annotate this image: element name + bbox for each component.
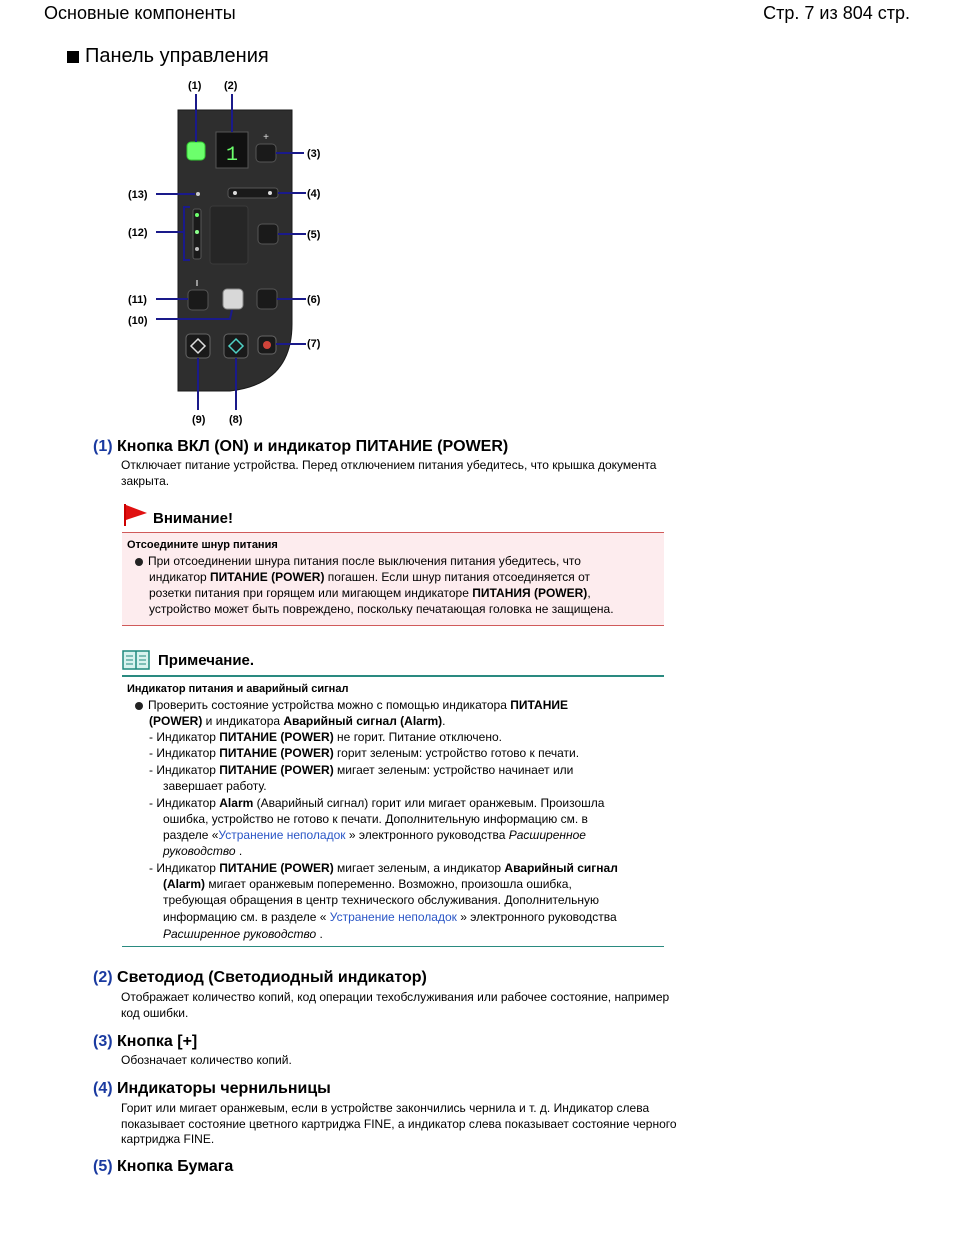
svg-text:‖: ‖ — [195, 279, 199, 288]
caution-l2c: погашен. Если шнур питания отсоединяется от — [324, 570, 590, 584]
note-d5l: . — [316, 927, 323, 941]
note-d5 — [149, 860, 618, 876]
note-d4a: - Индикатор — [149, 796, 220, 810]
item-1-text2: закрыта. — [121, 474, 170, 488]
item-1-title: Кнопка ВКЛ (ON) и индикатор ПИТАНИЕ (POWER) — [117, 438, 509, 455]
caution-l3c: , — [587, 586, 591, 600]
item-4-title: Индикаторы чернильницы — [117, 1080, 331, 1097]
item-4-text: Горит или мигает оранжевым, если в устройстве закончились чернила и т. д. Индикатор слева — [121, 1101, 650, 1115]
callout-7: (7) — [307, 338, 321, 350]
square-bullet-icon — [67, 51, 79, 63]
item-1-heading — [93, 438, 508, 456]
note-d5e: (Alarm) — [163, 877, 206, 891]
note-d5d: Аварийный сигнал — [504, 861, 618, 875]
item-5-title: Кнопка Бумага — [117, 1158, 234, 1175]
item-3-text: Обозначает количество копий. — [121, 1053, 292, 1067]
callout-5: (5) — [307, 229, 321, 241]
note-d3 — [149, 762, 573, 778]
item-4-text2: показывает состояние цветного картриджа FINE, а индикатор слева показывает состояние черного — [121, 1117, 677, 1131]
caution-title: Внимание! — [153, 510, 233, 527]
item-3-heading — [93, 1033, 197, 1051]
note-d4c: (Аварийный сигнал) горит или мигает оранжевым. Произошла — [253, 796, 605, 810]
note-p2d: . — [442, 714, 446, 728]
note-d5b: ПИТАНИЕ (POWER) — [219, 861, 334, 875]
note-d2c: горит зеленым: устройство готово к печати. — [333, 746, 580, 760]
callout-3: (3) — [307, 148, 321, 160]
power-led — [187, 142, 205, 160]
note-d3a: - Индикатор — [149, 763, 220, 777]
callout-10: (10) — [128, 315, 148, 327]
caution-l3b: ПИТАНИЯ (POWER) — [472, 586, 588, 600]
note-d5j: » электронного руководства — [456, 910, 617, 924]
item-5-heading — [93, 1158, 233, 1176]
caution-l1-text: При отсоединении шнура питания после выключения питания убедитесь, что — [148, 554, 581, 568]
note-p2b: и индикатора — [202, 714, 284, 728]
item-2-title: Светодиод (Светодиодный индикатор) — [117, 969, 427, 986]
note-d3-cont: завершает работу. — [163, 779, 267, 793]
note-d5f: мигает оранжевым попеременно. Возможно, произошла ошибка, — [205, 877, 572, 891]
note-d5c: мигает зеленым, а индикатор — [333, 861, 505, 875]
note-d4j: . — [235, 844, 243, 858]
caution-line-4: устройство может быть повреждено, поскольку печатающая головка не защищена. — [149, 602, 614, 616]
control-panel-diagram — [120, 74, 340, 430]
note-d4 — [149, 795, 604, 811]
note-p2c: Аварийный сигнал (Alarm) — [283, 714, 443, 728]
page-header-right: Стр. 7 из 804 стр. — [763, 3, 910, 23]
callout-6: (6) — [307, 294, 321, 306]
note-d4i: руководство — [163, 844, 236, 858]
caution-l2b: ПИТАНИЕ (POWER) — [210, 570, 325, 584]
section-title-text: Панель управления — [85, 45, 269, 67]
item-5-num: (5) — [93, 1158, 113, 1175]
callout-8: (8) — [229, 414, 243, 426]
bullet-icon — [135, 558, 143, 566]
caution-l2a: индикатор — [149, 570, 211, 584]
display-digit: 1 — [225, 144, 239, 167]
item-4-text3: картриджа FINE. — [121, 1132, 215, 1146]
item-4-num: (4) — [93, 1080, 113, 1097]
item-2-text2: код ошибки. — [121, 1006, 189, 1020]
note-p1a: Проверить состояние устройства можно с помощью индикатора — [148, 698, 511, 712]
note-d3b: ПИТАНИЕ (POWER) — [219, 763, 334, 777]
callout-1: (1) — [188, 80, 202, 92]
book-icon — [122, 650, 150, 670]
callout-13: (13) — [128, 189, 148, 201]
note-d5a: - Индикатор — [149, 861, 220, 875]
caution-line-1 — [135, 553, 581, 569]
page-header-left: Основные компоненты — [44, 3, 236, 23]
note-d4e: разделе « — [163, 828, 219, 842]
plus-button — [256, 144, 276, 162]
note-d2 — [149, 745, 579, 761]
caution-line-3 — [149, 585, 591, 601]
note-subtitle: Индикатор питания и аварийный сигнал — [127, 683, 349, 695]
note-title: Примечание. — [158, 651, 255, 669]
note-p1 — [135, 697, 568, 713]
item-2-heading — [93, 969, 427, 987]
item-4-heading — [93, 1080, 331, 1098]
note-d5-cont2: требующая обращения в центр технического обслуживания. Дополнительную — [163, 893, 600, 907]
red-flag-icon — [122, 503, 148, 527]
item-3-num: (3) — [93, 1033, 113, 1050]
note-d2a: - Индикатор — [149, 746, 220, 760]
troubleshooting-link-2[interactable]: Устранение неполадок — [329, 910, 457, 924]
troubleshooting-link-1[interactable]: Устранение неполадок — [218, 828, 346, 842]
note-d4g: » электронного руководства — [345, 828, 509, 842]
item-3-title: Кнопка [+] — [117, 1033, 198, 1050]
caution-l3a: розетки питания при горящем или мигающем индикаторе — [149, 586, 473, 600]
note-p2a: (POWER) — [149, 714, 203, 728]
callout-4: (4) — [307, 188, 321, 200]
caution-line-2 — [149, 569, 590, 585]
note-d5-cont4 — [163, 926, 323, 942]
note-heading — [122, 650, 254, 670]
item-2-num: (2) — [93, 969, 113, 986]
item-1-text: Отключает питание устройства. Перед отключением питания убедитесь, что крышка документа — [121, 458, 657, 472]
section-title — [67, 45, 269, 68]
note-d1a: - Индикатор — [149, 730, 220, 744]
plus-label: + — [263, 132, 269, 143]
note-p1b: ПИТАНИЕ — [510, 698, 568, 712]
note-d4-cont: ошибка, устройство не готово к печати. Дополнительную информацию см. в — [163, 812, 588, 826]
note-d3c: мигает зеленым: устройство начинает или — [333, 763, 574, 777]
note-p2 — [149, 713, 446, 729]
note-d1c: не горит. Питание отключено. — [333, 730, 502, 744]
note-d1b: ПИТАНИЕ (POWER) — [219, 730, 334, 744]
bullet-icon — [135, 702, 143, 710]
callout-9: (9) — [192, 414, 206, 426]
note-d5h: информацию см. в разделе « — [163, 910, 330, 924]
caution-heading — [122, 503, 233, 527]
note-d5k: Расширенное руководство — [163, 927, 317, 941]
note-d2b: ПИТАНИЕ (POWER) — [219, 746, 334, 760]
item-2-text: Отображает количество копий, код операции техобслуживания или рабочее состояние, например — [121, 990, 670, 1004]
note-d4h: Расширенное — [508, 828, 586, 842]
caution-subtitle: Отсоедините шнур питания — [127, 539, 278, 551]
note-d5-cont3 — [163, 909, 617, 925]
note-d1 — [149, 729, 502, 745]
note-d4b: Alarm — [219, 796, 254, 810]
note-divider-top — [122, 675, 664, 677]
callout-2: (2) — [224, 80, 238, 92]
note-d4-cont2 — [163, 827, 586, 843]
callout-11: (11) — [128, 294, 147, 306]
note-d4-cont3 — [163, 843, 242, 859]
note-d5-cont — [163, 876, 572, 892]
callout-12: (12) — [128, 227, 148, 239]
item-1-num: (1) — [93, 438, 113, 455]
note-divider-bottom — [122, 946, 664, 947]
